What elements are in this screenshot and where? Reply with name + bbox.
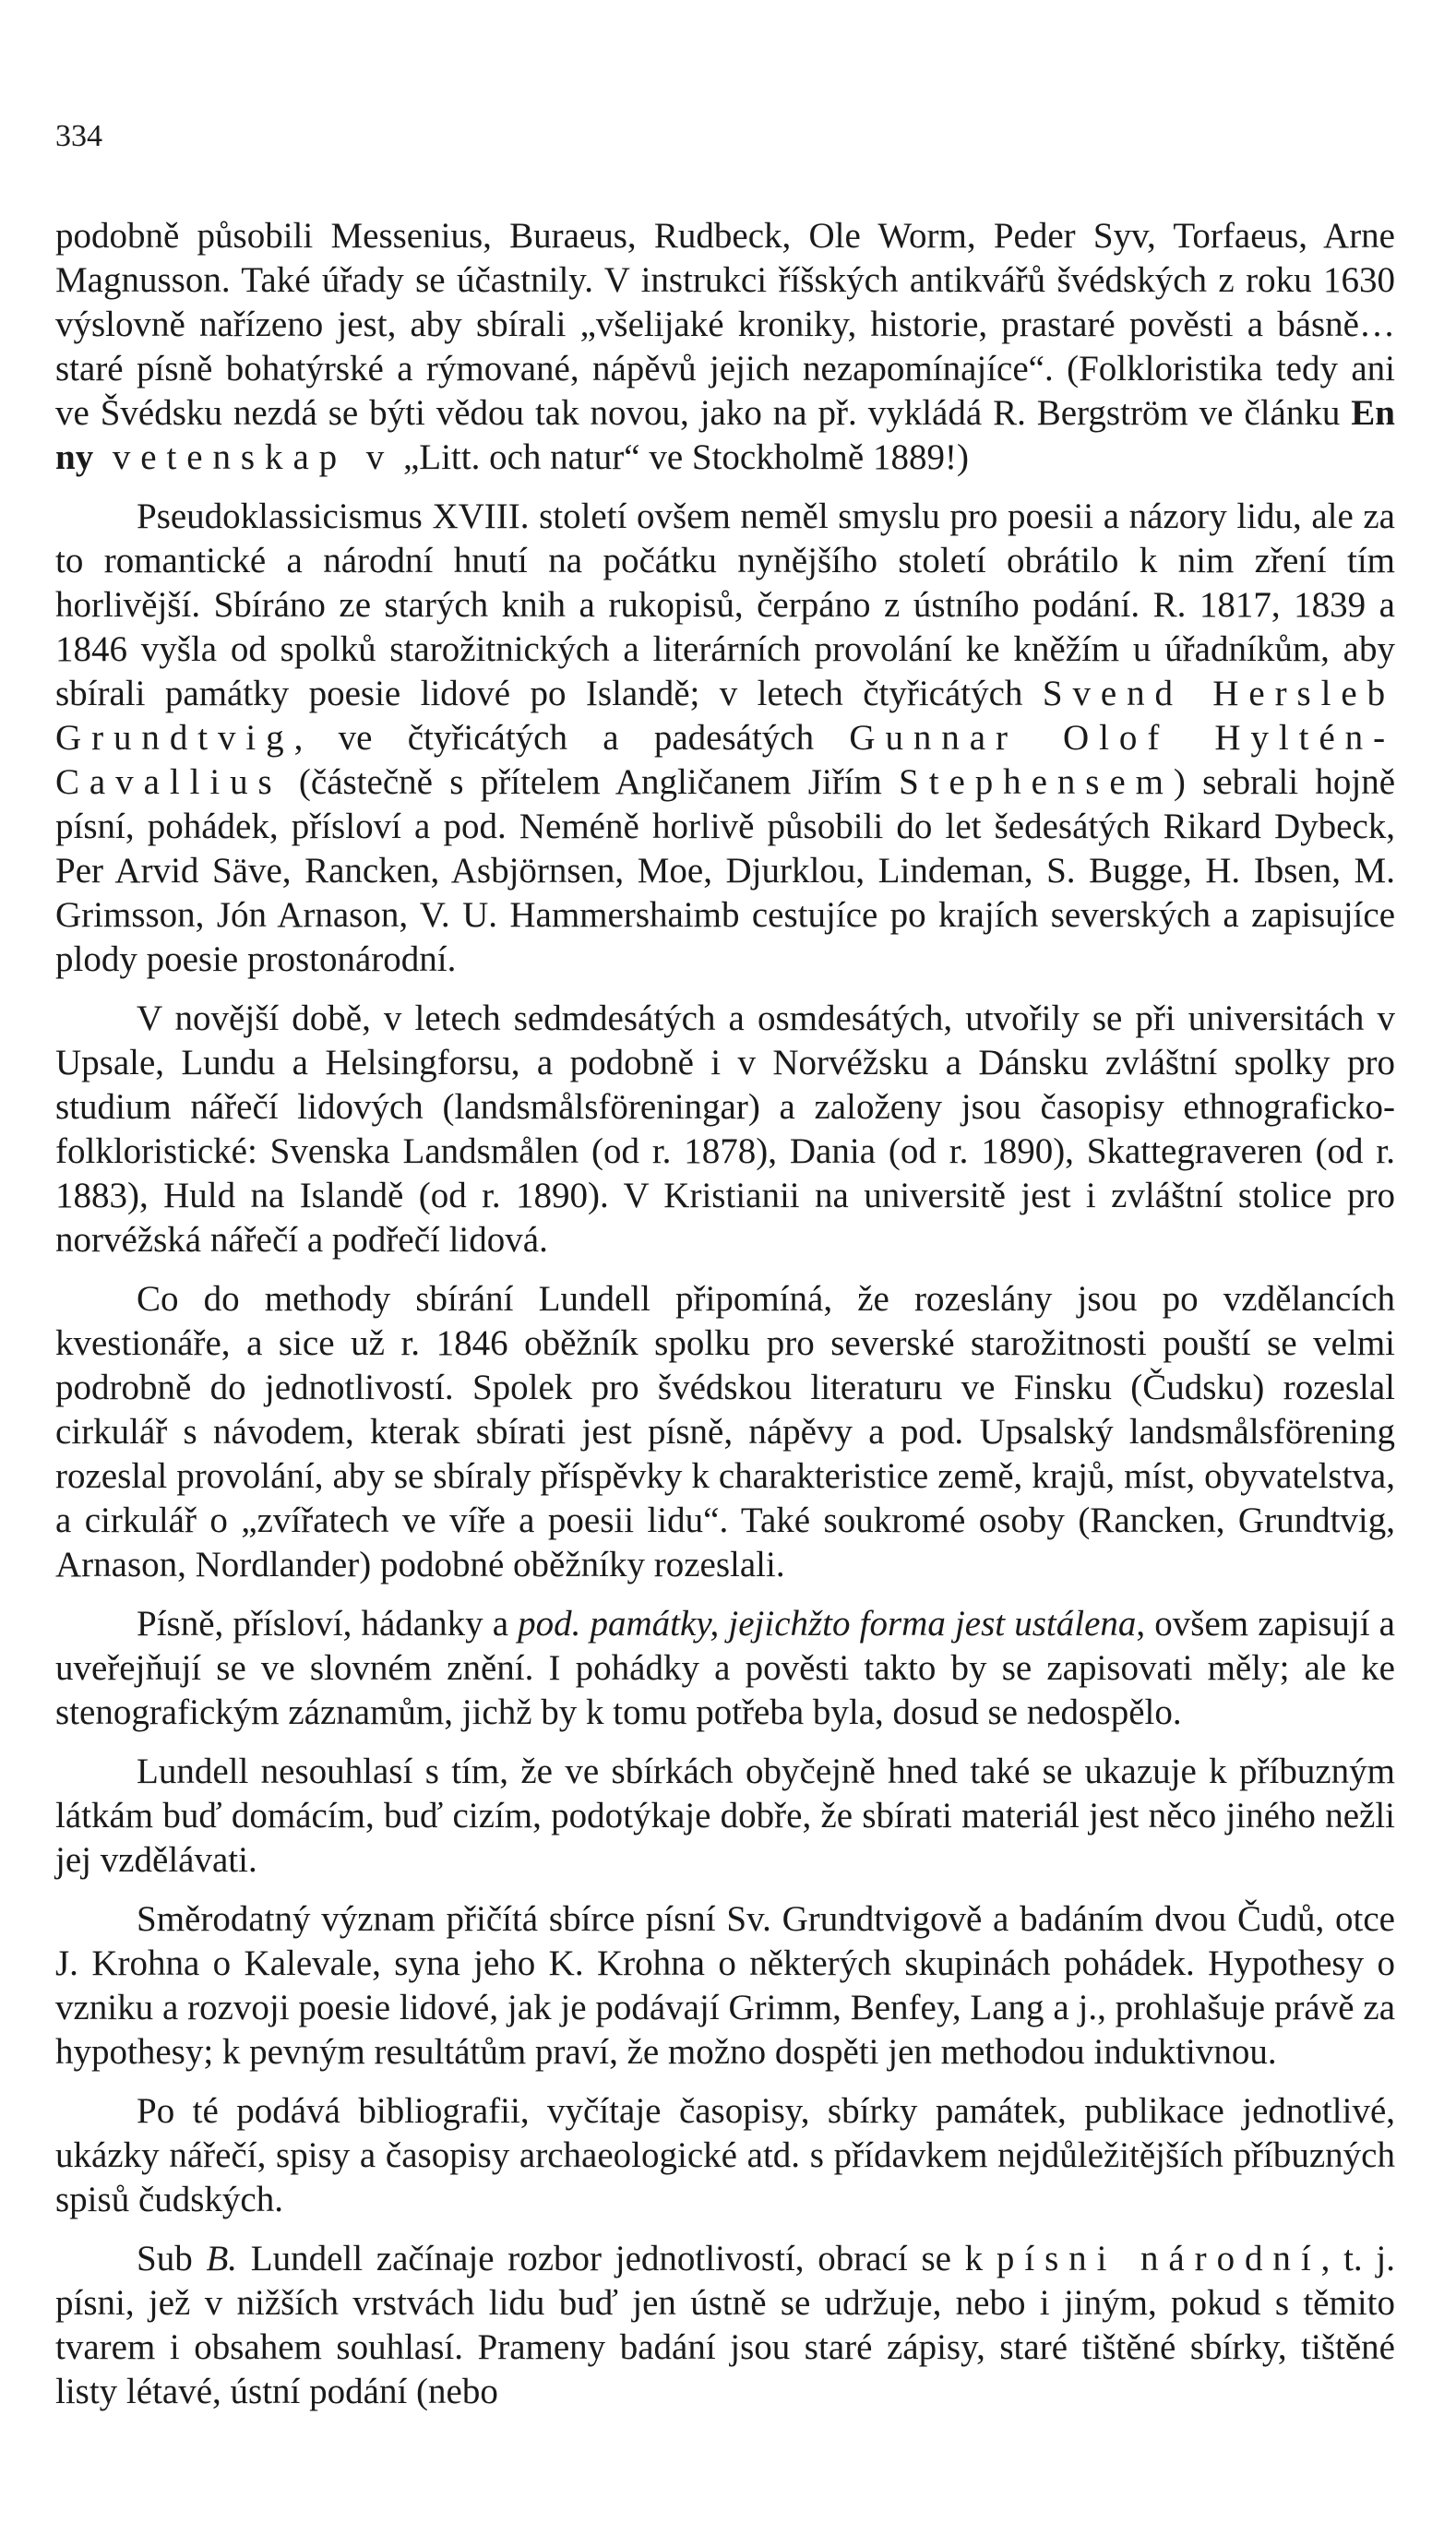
text-segment: Co do methody sbírání Lundell připomíná, že rozeslány jsou po vzdělancích kvestionáře, a sice už r. 1846 oběžník spolku pro severské starožitnosti pouští se velmi podrobně do jednotlivostí. Spolek pro švédskou literaturu ve Finsku (Čudsku) rozeslal cirkulář s návodem, kterak sbírati jest písně, nápěvy a pod. Upsalský landsmålsförening rozeslal provolání, aby se sbíraly příspěvky k charakteristice země, krajů, míst, obyvatelstva, a cirkulář o „zvířatech ve víře a poesii lidu“. Také soukromé osoby (Rancken, Grundtvig, Arnason, Nordlander) podobné oběžníky rozeslali. bbox=[55, 1279, 1395, 1584]
text-segment: B. bbox=[206, 2239, 238, 2278]
paragraph bbox=[55, 495, 1395, 982]
text-segment: ) sebrali hojně písní, pohádek, přísloví a pod. Neméně horlivě působili do let šedesátých Rikard Dybeck, Per Arvid Säve, Rancken, Asbjörnsen, Moe, Djurklou, Lindeman, S. Bugge, H. Ibsen, M. Grimsson, Jón Arnason, V. U. Hammershaimb cestujíce po krajích severských a zapisujíce plody poesie prostonárodní. bbox=[55, 762, 1395, 979]
text-segment: Sub bbox=[137, 2239, 207, 2278]
text-segment: Gunnar Olof Hyltén-Cavallius bbox=[55, 718, 1395, 802]
text-segment: , ovšem zapisují a uveřejňují se ve slovném znění. I pohádky a pověsti takto by se zapisovati měly; ale ke stenografickým záznamům, jichž by k tomu potřeba byla, dosud se nedospělo. bbox=[55, 1604, 1395, 1732]
body-text bbox=[55, 214, 1395, 2429]
text-segment: En ny bbox=[55, 393, 1395, 477]
paragraph bbox=[55, 1750, 1395, 1883]
paragraph bbox=[55, 1897, 1395, 2075]
text-segment: , t. j. písni, jež v nižších vrstvách lidu buď jen ústně se udržuje, nebo i jiným, pokud s těmito tvarem i obsahem souhlasí. Prameny badání jsou staré zápisy, staré tištěné sbírky, tištěné listy létavé, ústní podání (nebo bbox=[55, 2239, 1395, 2411]
text-segment: (částečně s přítelem Angličanem Jiřím bbox=[281, 762, 900, 802]
text-segment: Stephensem bbox=[899, 762, 1174, 802]
paragraph bbox=[55, 997, 1395, 1262]
paragraph bbox=[55, 2089, 1395, 2222]
text-segment: Písně, přísloví, hádanky a bbox=[137, 1604, 519, 1644]
page-number: 334 bbox=[55, 119, 102, 153]
text-segment: vetenskap v bbox=[93, 437, 395, 477]
text-segment: Svend Hersleb Grundtvig bbox=[55, 674, 1395, 758]
text-segment: Směrodatný význam přičítá sbírce písní Sv. Grundtvigově a badáním dvou Čudů, otce J. Krohna o Kalevale, syna jeho K. Krohna o některých skupinách pohádek. Hypothesy o vzniku a rozvoji poesie lidové, jak je podávají Grimm, Benfey, Lang a j., prohlašuje právě za hypothesy; k pevným resultátům praví, že možno dospěti jen methodou induktivnou. bbox=[55, 1899, 1395, 2072]
paragraph bbox=[55, 1277, 1395, 1587]
text-segment: Lundell začínaje rozbor jednotlivostí, obrací se k bbox=[237, 2239, 997, 2278]
paragraph bbox=[55, 1602, 1395, 1735]
text-segment: pod. památky, jejichžto forma jest ustálena bbox=[518, 1604, 1137, 1644]
paragraph bbox=[55, 214, 1395, 480]
text-segment: „Litt. och natur“ ve Stockholmě 1889!) bbox=[394, 437, 969, 477]
text-segment: V novější době, v letech sedmdesátých a osmdesátých, utvořily se při universitách v Upsale, Lundu a Helsingforsu, a podobně i v Norvéžsku a Dánsku zvláštní spolky pro studium nářečí lidových (landsmålsföreningar) a založeny jsou časopisy ethnograficko-folkloristické: Svenska Landsmålen (od r. 1878), Dania (od r. 1890), Skattegraveren (od r. 1883), Huld na Islandě (od r. 1890). V Kristianii na universitě jest i zvláštní stolice pro norvéžská nářečí a podřečí lidová. bbox=[55, 998, 1395, 1260]
text-segment: písni národní bbox=[996, 2239, 1321, 2278]
text-segment: podobně působili Messenius, Buraeus, Rudbeck, Ole Worm, Peder Syv, Torfaeus, Arne Magnusson. Také úřady se účastnily. V instrukci říšských antikvářů švédských z roku 1630 výslovně nařízeno jest, aby sbírali „všelijaké kroniky, historie, prastaré pověsti a básně… staré písně bohatýrské a rýmované, nápěvů jejich nezapomínajíce“. (Folkloristika tedy ani ve Švédsku nezdá se býti vědou tak novou, jako na př. vykládá R. Bergström ve článku bbox=[55, 216, 1395, 433]
text-segment: , ve čtyřicátých a padesátých bbox=[293, 718, 850, 758]
paragraph bbox=[55, 2237, 1395, 2414]
text-segment: Po té podává bibliografii, vyčítaje časopisy, sbírky památek, publikace jednotlivé, ukázky nářečí, spisy a časopisy archaeologické atd. s přídavkem nejdůležitějších příbuzných spisů čudských. bbox=[55, 2091, 1395, 2219]
text-segment: Lundell nesouhlasí s tím, že ve sbírkách obyčejně hned také se ukazuje k příbuzným látkám buď domácím, buď cizím, podotýkaje dobře, že sbírati materiál jest něco jiného nežli jej vzdělávati. bbox=[55, 1752, 1395, 1880]
text-segment: Pseudoklassicismus XVIII. století ovšem neměl smyslu pro poesii a názory lidu, ale za to romantické a národní hnutí na počátku nynějšího století obrátilo k nim zření tím horlivější. Sbíráno ze starých knih a rukopisů, čerpáno z ústního podání. R. 1817, 1839 a 1846 vyšla od spolků starožitnických a literárních provolání ke kněžím u úřadníkům, aby sbírali památky poesie lidové po Islandě; v letech čtyřicátých bbox=[55, 496, 1395, 713]
